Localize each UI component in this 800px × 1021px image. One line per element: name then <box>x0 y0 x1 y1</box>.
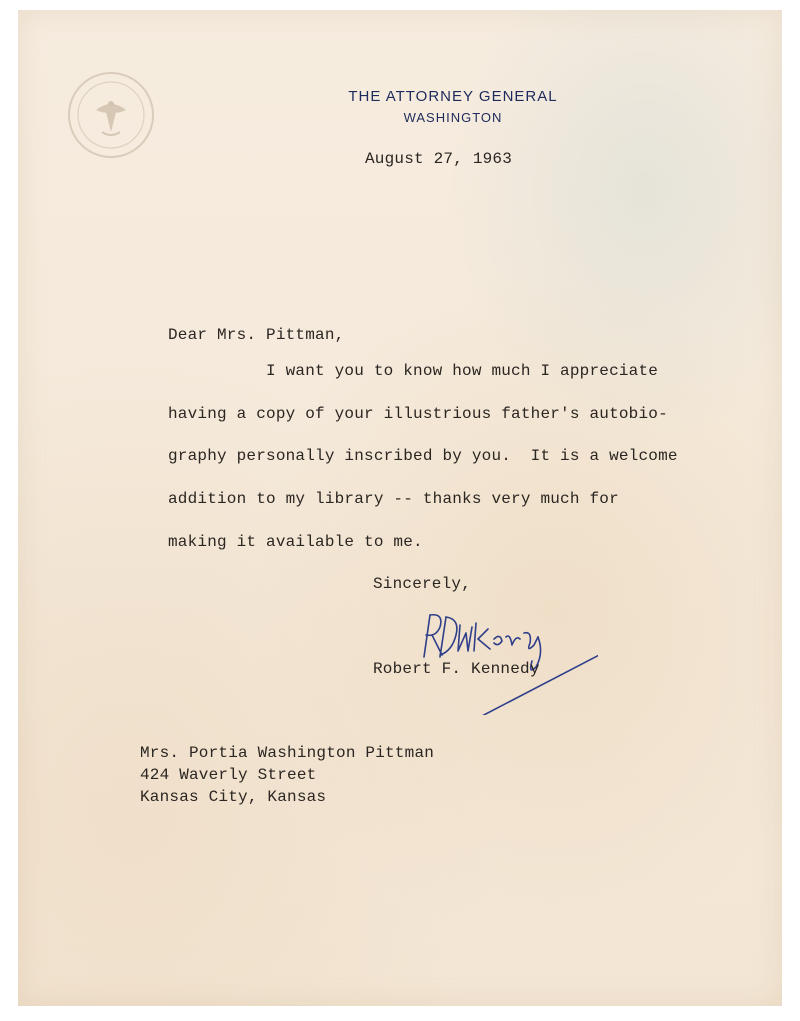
recipient-street: 424 Waverly Street <box>140 766 317 784</box>
letterhead-city: WASHINGTON <box>403 110 503 125</box>
closing: Sincerely, <box>373 575 472 593</box>
letterhead-title: THE ATTORNEY GENERAL <box>348 88 558 105</box>
letter-date: August 27, 1963 <box>365 150 513 168</box>
recipient-city: Kansas City, Kansas <box>140 788 327 806</box>
letter-page <box>18 10 782 1006</box>
body-line: graphy personally inscribed by you. It is a welcome <box>168 447 678 465</box>
body-line: making it available to me. <box>168 533 423 551</box>
recipient-name: Mrs. Portia Washington Pittman <box>140 744 435 762</box>
body-line: addition to my library -- thanks very much for <box>168 490 619 508</box>
body-line: having a copy of your illustrious father's autobio- <box>168 405 668 423</box>
salutation: Dear Mrs. Pittman, <box>168 326 345 344</box>
body-line: I want you to know how much I appreciate <box>168 362 659 380</box>
signatory-name: Robert F. Kennedy <box>373 660 540 678</box>
